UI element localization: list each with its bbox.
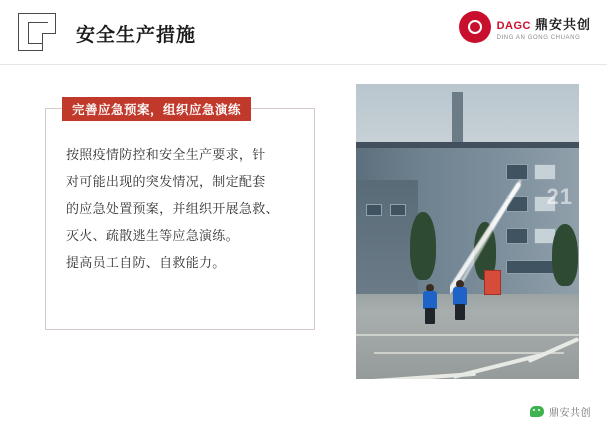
decorative-square-icon [18, 13, 58, 53]
card-line: 灭火、疏散逃生等应急演练。 [66, 228, 239, 243]
photo-page-number: 21 [546, 184, 573, 209]
photo-person [422, 284, 438, 324]
photo-side-wall [356, 180, 418, 298]
photo-person [452, 280, 468, 320]
photo-tree [410, 212, 436, 280]
company-logo [459, 10, 591, 44]
photo-lot-marking [356, 334, 579, 336]
wechat-icon [530, 406, 544, 417]
photo-window [390, 204, 406, 216]
card-body-text [66, 141, 298, 276]
logo-company-name: 鼎安共创 [534, 16, 591, 32]
content-card [45, 103, 315, 330]
header-divider [0, 64, 607, 65]
card-line: 按照疫情防控和安全生产要求，针 [66, 147, 266, 162]
logo-badge-icon [459, 11, 491, 43]
slide-header [0, 0, 607, 66]
card-ribbon-heading: 完善应急预案，组织应急演练 [62, 97, 251, 121]
card-line: 对可能出现的突发情况，制定配套 [66, 174, 266, 189]
footer-account-name: 鼎安共创 [549, 408, 591, 419]
footer-wechat-credit [530, 404, 591, 419]
card-line: 的应急处置预案，并组织开展急救、 [66, 201, 279, 216]
logo-abbreviation: DAGC [496, 19, 531, 32]
photo-window [366, 204, 382, 216]
logo-pinyin: DING AN GONG CHUANG [496, 34, 581, 41]
photo-fire-hose [356, 342, 579, 379]
card-line: 提高员工自防、自救能力。 [66, 255, 226, 270]
fire-drill-photo [356, 84, 579, 379]
logo-text-group [497, 14, 591, 41]
page-title: 安全生产措施 [76, 25, 197, 46]
